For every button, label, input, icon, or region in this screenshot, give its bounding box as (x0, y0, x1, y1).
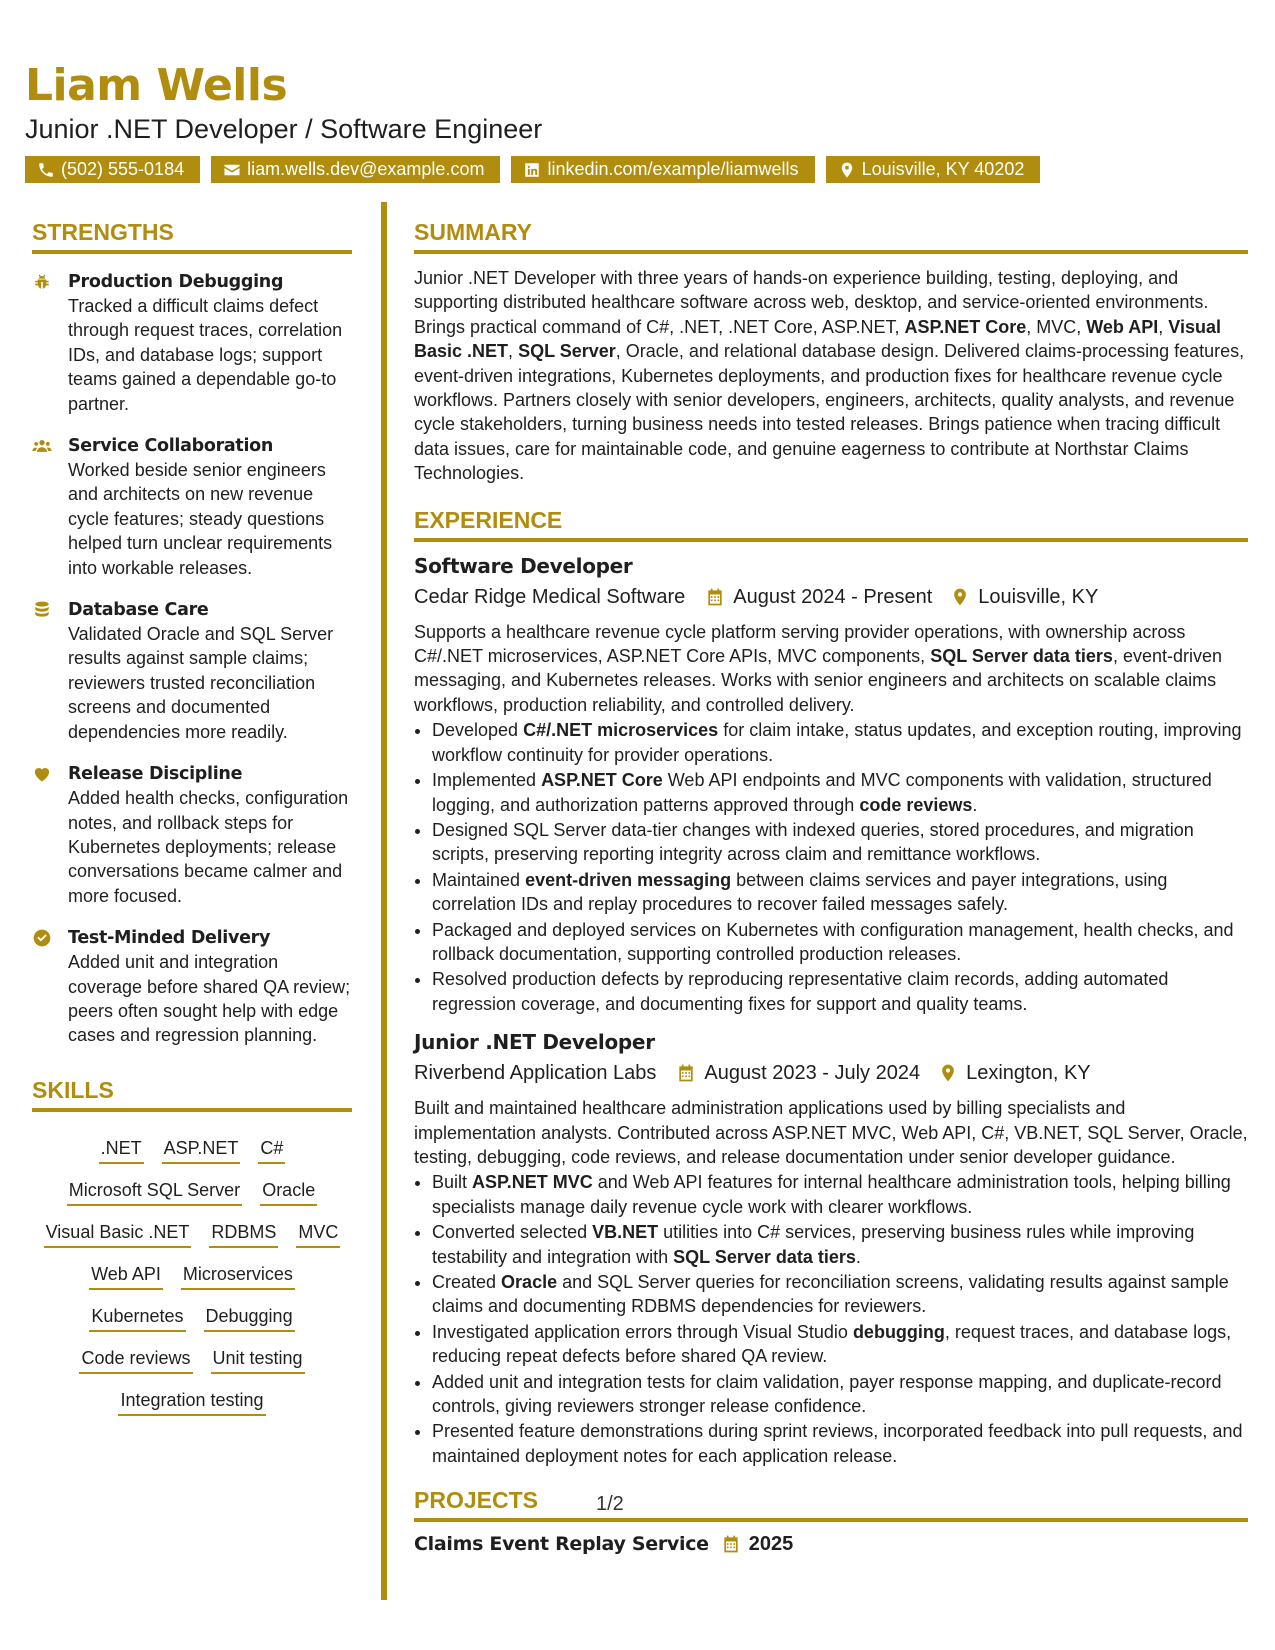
strength-item (32, 434, 352, 580)
contact-bar (25, 156, 1245, 183)
job-bullet: • Investigated application errors through Visual Studio debugging, request traces, and database logs, reducing repeat defects before shared QA review. (432, 1320, 1248, 1369)
summary-heading: SUMMARY (414, 218, 1248, 254)
company-name: Riverbend Application Labs (414, 1062, 657, 1085)
check-circle-icon (32, 928, 52, 948)
mail-icon (223, 161, 241, 179)
job-dates: August 2023 - July 2024 (704, 1062, 921, 1085)
resume-header (25, 60, 1245, 183)
location-pin-icon (950, 587, 970, 607)
skill-tag: Code reviews (79, 1346, 192, 1374)
linkedin-icon (523, 161, 541, 179)
skill-row (79, 1346, 304, 1374)
job-dates: August 2024 - Present (733, 585, 933, 608)
strength-name: Database Care (68, 600, 209, 621)
bug-icon (32, 272, 52, 292)
location-text: Louisville, KY 40202 (861, 159, 1025, 179)
users-icon (32, 436, 52, 456)
skill-row (89, 1262, 295, 1290)
skill-tag: Microservices (181, 1262, 295, 1290)
strength-desc: Tracked a difficult claims defect through request traces, correlation IDs, and database logs; support teams gained a dependable go-to partner. (68, 296, 343, 414)
email-chip[interactable] (211, 156, 500, 183)
skill-tag: Visual Basic .NET (44, 1220, 192, 1248)
strength-item (32, 926, 352, 1048)
location-pin-icon (838, 161, 856, 179)
skill-row (99, 1136, 286, 1164)
job-title: Software Developer (414, 553, 633, 578)
left-column (32, 218, 352, 1416)
project-year: 2025 (748, 1532, 794, 1555)
strength-desc: Added health checks, configuration notes, and rollback steps for Kubernetes deployments; release conversations became calmer and more focused. (68, 788, 349, 906)
location-pin-icon (938, 1063, 958, 1083)
phone-icon (37, 161, 55, 179)
skill-tag: Microsoft SQL Server (67, 1178, 242, 1206)
skill-tag: Debugging (204, 1304, 295, 1332)
skills-list (32, 1122, 352, 1416)
skill-row (118, 1388, 265, 1416)
job-bullet: • Converted selected VB.NET utilities into C# services, preserving business rules while improving testability and integration with SQL Server data tiers. (432, 1220, 1248, 1269)
skill-tag: Web API (89, 1262, 163, 1290)
skill-row (89, 1304, 294, 1332)
job-entry (414, 1028, 1248, 1468)
job-meta (414, 1058, 1248, 1088)
skill-tag: Kubernetes (89, 1304, 185, 1332)
skill-tag: RDBMS (209, 1220, 278, 1248)
skill-tag: ASP.NET (162, 1136, 241, 1164)
skill-row (44, 1220, 341, 1248)
job-location: Lexington, KY (966, 1062, 1091, 1085)
email-link[interactable]: liam.wells.dev@example.com (247, 159, 485, 179)
linkedin-link[interactable]: linkedin.com/example/liamwells (547, 159, 799, 179)
job-description: Supports a healthcare revenue cycle platform serving provider operations, with ownership across C#/.NET microservices, ASP.NET Core APIs, MVC components, SQL Server data tiers, event-driven messaging, and Kubernetes releases. Works with senior engineers and architects on scalable claims workflows, production reliability, and controlled delivery. (414, 621, 1223, 715)
skill-tag: .NET (99, 1136, 144, 1164)
job-meta (414, 582, 1248, 612)
strength-name: Test-Minded Delivery (68, 928, 271, 949)
calendar-icon (676, 1063, 696, 1083)
job-bullet: • Packaged and deployed services on Kubernetes with configuration management, health checks, and rollback documentation, supporting controlled production releases. (432, 918, 1248, 967)
job-bullet: • Built ASP.NET MVC and Web API features for internal healthcare administration tools, helping billing specialists manage daily revenue cycle work with clearer workflows. (432, 1170, 1248, 1219)
heart-icon (32, 764, 52, 784)
company-name: Cedar Ridge Medical Software (414, 585, 686, 608)
strength-desc: Added unit and integration coverage before shared QA review; peers often sought help with edge cases and regression planning. (68, 952, 351, 1046)
job-bullet: • Developed C#/.NET microservices for claim intake, status updates, and exception routing, improving workflow continuity for provider operations. (432, 718, 1248, 767)
calendar-icon (721, 1534, 741, 1554)
summary-text: Junior .NET Developer with three years of hands-on experience building, testing, deploying, and supporting distributed healthcare software across web, desktop, and service-oriented environments. Brings practical command of C#, .NET, .NET Core, ASP.NET, ASP.NET Core, MVC, Web API, Visual Basic .NET, SQL Server, Oracle, and relational database design. Delivered claims-processing features, event-driven integrations, Kubernetes deployments, and production fixes for healthcare revenue cycle workflows. Partners closely with senior developers, engineers, architects, quality analysts, and revenue cycle stakeholders, turning business needs into tested releases. Brings patience when tracing difficult data issues, care for maintainable code, and genuine eagerness to contribute at Northstar Claims Technologies. (414, 268, 1245, 484)
job-bullet: • Created Oracle and SQL Server queries for reconciliation screens, validating results against sample claims and documenting RDBMS dependencies for reviewers. (432, 1270, 1248, 1319)
skill-tag: Oracle (260, 1178, 317, 1206)
job-bullets (414, 1170, 1248, 1468)
strengths-heading: STRENGTHS (32, 218, 352, 254)
project-name: Claims Event Replay Service (414, 1533, 709, 1556)
job-title: Junior .NET Developer (414, 1030, 655, 1055)
job-bullet: • Added unit and integration tests for claim validation, payer response mapping, and duplicate-record controls, giving reviewers stronger release confidence. (432, 1370, 1248, 1419)
calendar-icon (705, 587, 725, 607)
candidate-name: Liam Wells (25, 60, 288, 111)
job-description: Built and maintained healthcare administration applications used by billing specialists and implementation analysts. Contributed across ASP.NET MVC, Web API, C#, VB.NET, SQL Server, Oracle, testing, debugging, code reviews, and release documentation under senior developer guidance. (414, 1098, 1248, 1167)
right-column (414, 218, 1248, 1558)
candidate-title: Junior .NET Developer / Software Engineer (25, 114, 543, 144)
strength-name: Production Debugging (68, 272, 284, 292)
strength-name: Release Discipline (68, 764, 243, 785)
job-bullet: • Resolved production defects by reproducing representative claim records, adding automated regression coverage, and documenting fixes for support and quality teams. (432, 967, 1248, 1016)
experience-heading: EXPERIENCE (414, 506, 1248, 542)
strength-item (32, 270, 352, 416)
job-bullet: • Implemented ASP.NET Core Web API endpoints and MVC components with validation, structured logging, and authorization patterns approved through code reviews. (432, 768, 1248, 817)
skill-row (67, 1178, 317, 1206)
phone-text: (502) 555-0184 (61, 159, 185, 179)
strength-desc: Worked beside senior engineers and architects on new revenue cycle features; steady questions helped turn unclear requirements into workable releases. (68, 460, 333, 578)
linkedin-chip[interactable] (511, 156, 814, 183)
skill-tag: C# (258, 1136, 285, 1164)
skill-tag: Unit testing (211, 1346, 305, 1374)
job-location: Louisville, KY (978, 585, 1099, 608)
strength-name: Service Collaboration (68, 436, 274, 457)
database-icon (32, 600, 52, 620)
strength-item (32, 598, 352, 744)
job-entry (414, 552, 1248, 1017)
project-entry (414, 1530, 1248, 1558)
location-chip (826, 156, 1041, 183)
job-bullet: • Designed SQL Server data-tier changes with indexed queries, stored procedures, and migration scripts, preserving reporting integrity across claim and remittance workflows. (432, 818, 1248, 867)
job-bullet: • Maintained event-driven messaging between claims services and payer integrations, using correlation IDs and replay procedures to recover failed messages safely. (432, 868, 1248, 917)
job-bullets (414, 718, 1248, 1016)
page-number: 1/2 (596, 1493, 624, 1515)
strength-item (32, 762, 352, 908)
skills-heading: SKILLS (32, 1076, 352, 1112)
job-bullet: • Presented feature demonstrations during sprint reviews, incorporated feedback into pull requests, and maintained deployment notes for each application release. (432, 1419, 1248, 1468)
skill-tag: MVC (296, 1220, 340, 1248)
column-divider (381, 202, 387, 1600)
phone-chip (25, 156, 200, 183)
strength-desc: Validated Oracle and SQL Server results against sample claims; reviewers trusted reconciliation screens and documented dependencies more readily. (68, 624, 334, 742)
skill-tag: Integration testing (118, 1388, 265, 1416)
projects-heading: PROJECTS (414, 1486, 1248, 1522)
